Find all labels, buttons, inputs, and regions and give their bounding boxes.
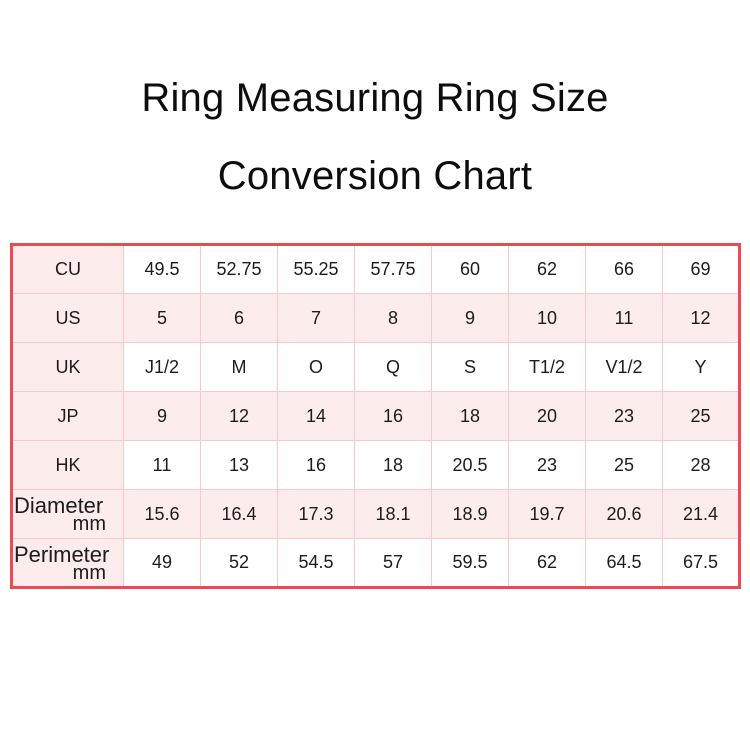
table-cell: 6 [201, 294, 278, 343]
table-cell: 16.4 [201, 490, 278, 539]
page-title-line2: Conversion Chart [217, 154, 533, 198]
table-cell: 59.5 [432, 539, 509, 588]
table-cell: 18 [355, 441, 432, 490]
table-cell: 57 [355, 539, 432, 588]
table-cell: 25 [586, 441, 663, 490]
row-label-unit: mm [72, 561, 106, 584]
table-cell: Q [355, 343, 432, 392]
conversion-table-body [12, 245, 740, 588]
table-cell: J1/2 [124, 343, 201, 392]
table-cell: 20.6 [586, 490, 663, 539]
table-cell: 66 [586, 245, 663, 294]
table-row-us [12, 294, 740, 343]
row-label-us: US [12, 294, 124, 343]
row-label-text: Perimeter [14, 541, 110, 567]
table-cell: 13 [201, 441, 278, 490]
table-cell: 15.6 [124, 490, 201, 539]
table-cell: 52 [201, 539, 278, 588]
table-row-uk [12, 343, 740, 392]
table-cell: 52.75 [201, 245, 278, 294]
table-cell: 17.3 [278, 490, 355, 539]
table-cell: 11 [124, 441, 201, 490]
table-cell: 12 [201, 392, 278, 441]
table-cell: 49.5 [124, 245, 201, 294]
table-cell: 7 [278, 294, 355, 343]
ring-size-conversion-table [10, 243, 741, 589]
row-label-uk: UK [12, 343, 124, 392]
table-cell: 28 [663, 441, 740, 490]
table-cell: S [432, 343, 509, 392]
table-cell: 23 [509, 441, 586, 490]
table-cell: 57.75 [355, 245, 432, 294]
table-cell: 25 [663, 392, 740, 441]
row-label-hk: HK [12, 441, 124, 490]
table-cell: 62 [509, 245, 586, 294]
table-cell: V1/2 [586, 343, 663, 392]
table-row-hk [12, 441, 740, 490]
table-cell: 23 [586, 392, 663, 441]
table-cell: O [278, 343, 355, 392]
table-cell: 54.5 [278, 539, 355, 588]
row-label-perimeter [12, 539, 124, 588]
table-row-jp [12, 392, 740, 441]
table-cell: 16 [278, 441, 355, 490]
table-cell: 20 [509, 392, 586, 441]
table-row-diameter [12, 490, 740, 539]
table-cell: 18 [432, 392, 509, 441]
row-label-jp: JP [12, 392, 124, 441]
table-cell: 16 [355, 392, 432, 441]
table-cell: 14 [278, 392, 355, 441]
table-row-perimeter [12, 539, 740, 588]
page-title-line1: Ring Measuring Ring Size [141, 76, 609, 120]
table-row-cu [12, 245, 740, 294]
table-cell: 5 [124, 294, 201, 343]
table-cell: 19.7 [509, 490, 586, 539]
row-label-unit: mm [72, 513, 106, 535]
table-cell: 8 [355, 294, 432, 343]
row-label-text: Diameter [14, 493, 104, 518]
table-cell: 20.5 [432, 441, 509, 490]
table-cell: 18.1 [355, 490, 432, 539]
table-cell: 67.5 [663, 539, 740, 588]
table-cell: 55.25 [278, 245, 355, 294]
table-cell: 11 [586, 294, 663, 343]
table-cell: T1/2 [509, 343, 586, 392]
table-cell: 9 [432, 294, 509, 343]
table-cell: 69 [663, 245, 740, 294]
table-cell: Y [663, 343, 740, 392]
table-cell: 64.5 [586, 539, 663, 588]
table-cell: 18.9 [432, 490, 509, 539]
row-label-diameter [12, 490, 124, 539]
table-cell: 60 [432, 245, 509, 294]
table-cell: 62 [509, 539, 586, 588]
table-cell: 9 [124, 392, 201, 441]
table-cell: 10 [509, 294, 586, 343]
table-cell: M [201, 343, 278, 392]
table-cell: 12 [663, 294, 740, 343]
row-label-cu: CU [12, 245, 124, 294]
table-cell: 21.4 [663, 490, 740, 539]
table-cell: 49 [124, 539, 201, 588]
